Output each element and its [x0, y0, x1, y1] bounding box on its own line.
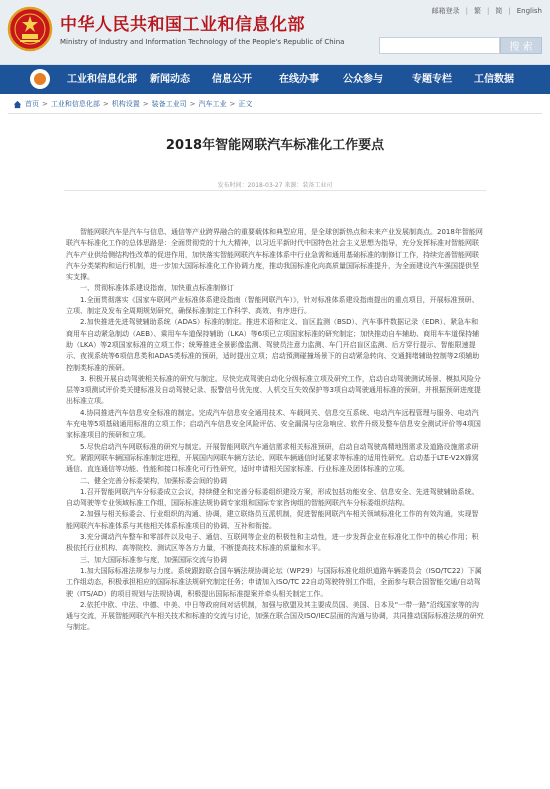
meta-divider — [64, 190, 486, 191]
article-meta: 发布时间：2018-03-27 来源：装备工业司 — [217, 182, 333, 189]
site-title[interactable]: 中华人民共和国工业和信息化部 — [60, 15, 305, 35]
breadcrumb-home[interactable]: 首页 — [25, 100, 39, 108]
paragraph: 智能网联汽车是汽车与信息、通信等产业跨界融合的重要载体和典型应用，是全球创新热点和未来产业发展制高点。2018年智能网联汽车标准化工作的总体思路是：全面贯彻党的十九大精神，以习近平新时代中国特色社会主义思想为指导，充分发挥标准对智能网联汽车产业供给侧结构性改革的促进作用，加快落实智能网联汽车标准体系中行业急需和通用基础标准的制修订工作，持续完善智能网联汽车分类架构和运行机制，进一步加大国际标准化工作协调力度，推动我国标准化向高质量国际标准提升，为全面建设汽车强国提供坚实支撑。 — [66, 228, 483, 282]
paragraph: 3. 积极开展自动驾驶相关标准的研究与制定。尽快完成驾驶自动化分级标准立项及研究工作，启动自动驾驶测试场景、模拟风险分层等3项测试评价类关键标准及自动驾驶记录、报警信号优先度、人机交互失效保护等3项自动驾驶通用标准的预研，并根据预研进度提出标准立项。 — [66, 374, 481, 406]
site-header — [0, 0, 550, 65]
nav-item-data[interactable]: 工信数据 — [474, 74, 514, 85]
nav-item-public-participation[interactable]: 公众参与 — [343, 74, 383, 85]
paragraph: 2.加强与相关标委会、行业组织的沟通、协调，建立联络员互派机制，促进智能网联汽车相关领域标准化工作的有效沟通，实现智能网联汽车标准体系与其他相关体系标准项目的协调、互补和衔接。 — [66, 510, 479, 530]
breadcrumb-ministry[interactable]: 工业和信息化部 — [50, 100, 100, 108]
email-login-link[interactable]: 邮箱登录 — [431, 7, 460, 15]
article-body — [66, 227, 484, 634]
breadcrumb-auto-industry[interactable]: 汽车工业 — [198, 100, 227, 108]
section-heading: 三、加大国际标准参与度，加强国际交流与协调 — [80, 555, 227, 564]
paragraph: 2.依托中欧、中法、中德、中美、中日等政府间对话机制，加强与欧盟及其主要成员国、美国、日本及“一带一路”沿线国家等的沟通与交流，开展智能网联汽车相关技术和标准的交流与讨论，加强在联合国及ISO/IEC层面的沟通与协调，共同推动国际标准法规的研究与制定。 — [66, 600, 484, 632]
main-nav — [0, 65, 550, 94]
breadcrumb-current: 正文 — [238, 100, 253, 108]
search-input[interactable] — [379, 37, 500, 54]
nav-item-special-topics[interactable]: 专题专栏 — [412, 74, 452, 85]
site-subtitle: Ministry of Industry and Information Technology of the People's Republic of China — [60, 38, 345, 46]
paragraph: 2.加快推进先进驾驶辅助系统（ADAS）标准的制定。推进术语和定义、盲区监测（BSD）、汽车事件数据记录（EDR）、紧急车和商用车自动紧急制动（AEB）、乘用车车道保持辅助（LKA）等6项已立项国家标准的研究制定；加快推动自车辅助、商用车车道保持辅助（LKA）等2项国家标准的立项工作；统筹推进全景影像监测、驾驶员注意力监测、车门开启盲区监测、后方穿行提示、智能限速提示、夜视系统等6项信息类和ADAS类标准的预研，适时提出立项；启动預测碰撞场景下的自动紧急转向、交通拥堵辅助控制等2项辅助控制类标准的预研。 — [66, 318, 480, 372]
article-title: 2018年智能网联汽车标准化工作要点 — [165, 138, 385, 153]
search-button[interactable]: 搜 索 — [500, 37, 542, 54]
home-logo-icon[interactable] — [30, 69, 50, 89]
simplified-chinese-link[interactable]: 简 — [495, 7, 503, 15]
paragraph: 1.加大国际标准法规参与力度。系统跟踪联合国车辆法规协调论坛（WP29）与国际标准化组织道路车辆委员会（ISO/TC22）下属工作组动态，积极承担相应的国际标准法规研究制定任务；申请加入ISO/TC 22自动驾驶特别工作组，全面参与联合国智能交通/自动驾驶（ITS/AD）的项目规划与法规协调，积极提出国际标准提案并牵头相关制定工作。 — [66, 566, 482, 598]
paragraph: 4.协同推进汽车信息安全标准的制定。完成汽车信息安全通用技术、车载网关、信息交互系统、电动汽车远程管理与服务、电动汽车充电等5项基础通用标准的立项工作；启动汽车信息安全风险评估、安全漏洞与应急响应、软件升级及整车信息安全测试评价等4项国家标准项目的预研和立项。 — [66, 408, 481, 440]
paragraph: 1.召开智能网联汽车分标委成立会议，持续健全和完善分标委组织建设方案，形成包括功能安全、信息安全、先进驾驶辅助系统、自动驾驶等专业领域标准工作组，国际标准法规协调专家组和国际专家咨询组的智能网联汽车分标委组织结构。 — [66, 487, 479, 508]
national-emblem-icon — [7, 6, 53, 52]
paragraph: 3.充分调动汽车整车和零部件以及电子、通信、互联网等企业的积极性和主动性，进一步发挥企业在标准化工作中的核心作用；积极依托行业机构、高等院校、测试区等各方力量，不断提高技术标准的质量和水平。 — [66, 533, 479, 553]
breadcrumb-divider — [8, 113, 542, 114]
breadcrumb-equipment-dept[interactable]: 装备工业司 — [151, 100, 187, 108]
english-link[interactable]: English — [516, 7, 542, 15]
nav-item-news[interactable]: 新闻动态 — [150, 74, 190, 85]
breadcrumb-organization[interactable]: 机构设置 — [111, 100, 140, 108]
traditional-chinese-link[interactable]: 繁 — [474, 7, 481, 15]
section-heading: 二、健全完善分标委架构，加强标委会间的协调 — [80, 476, 227, 485]
nav-item-ministry[interactable]: 工业和信息化部 — [67, 74, 137, 85]
top-links: 邮箱登录 | 繁 | 简 | English — [431, 7, 542, 15]
nav-item-online-service[interactable]: 在线办事 — [279, 74, 319, 85]
breadcrumb: 首页 > 工业和信息化部 > 机构设置 > 装备工业司 > 汽车工业 > 正文 — [13, 99, 252, 109]
section-heading: 一、贯彻标准体系建设指南，加快重点标准制修订 — [80, 284, 234, 293]
paragraph: 5.尽快启动汽车网联标准的研究与制定。开展智能网联汽车通信需求相关标准预研，启动自动驾驶高精地图需求及道路设施需求研究。紧跟网联车辆国际标准制定进程，开展国内网联车辆方法论、网联车辆通信时延要求等标准的适用性研究。启动基于LTE-V2X蜂窝通信、直连通信等功能、性能和接口标准化可行性研究，适时申请相关国家标准、行业标准及团体标准的立项。 — [66, 442, 479, 474]
paragraph: 1.全面贯彻落实《国家车联网产业标准体系建设指南（智能网联汽车）》，针对标准体系建设指南提出的重点项目，开展标准预研、立项、制定及发布全周期规划研究，确保标准制定工作科学、高效、有序进行。 — [66, 295, 479, 316]
nav-item-info-disclosure[interactable]: 信息公开 — [212, 74, 252, 85]
home-icon — [13, 100, 22, 109]
